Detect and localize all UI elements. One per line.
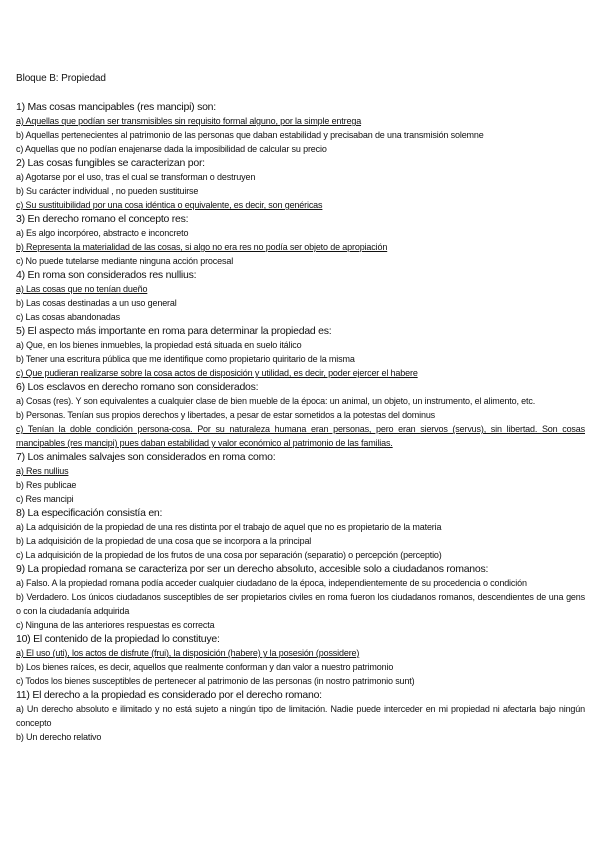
question-8 bbox=[16, 506, 585, 562]
option-a: a) Es algo incorpóreo, abstracto e inconcreto bbox=[16, 228, 189, 238]
question-11 bbox=[16, 688, 585, 744]
question-7 bbox=[16, 450, 585, 506]
question-5 bbox=[16, 324, 585, 380]
option-c: c) Aquellas que no podían enajenarse dada la imposibilidad de calcular su precio bbox=[16, 144, 327, 154]
option-b-correct: b) Representa la materialidad de las cosas, si algo no era res no podía ser objeto de apropiación bbox=[16, 242, 388, 252]
question-text: 8) La especificación consistía en: bbox=[16, 507, 163, 519]
document-page bbox=[16, 72, 585, 744]
option-b: b) Un derecho relativo bbox=[16, 732, 102, 742]
option-a: a) Un derecho absoluto e ilimitado y no está sujeto a ningún tipo de limitación. Nadie puede interceder en mi propiedad ni afectarla bajo ningún concepto bbox=[16, 704, 585, 728]
question-3 bbox=[16, 212, 585, 268]
question-text: 3) En derecho romano el concepto res: bbox=[16, 213, 189, 225]
option-a-correct: a) Aquellas que podían ser transmisibles sin requisito formal alguno, por la simple entrega bbox=[16, 116, 362, 126]
question-1 bbox=[16, 100, 585, 156]
option-c-correct: c) Su sustituibilidad por una cosa idéntica o equivalente, es decir, son genéricas bbox=[16, 200, 323, 210]
question-2 bbox=[16, 156, 585, 212]
option-c: c) Ninguna de las anteriores respuestas es correcta bbox=[16, 620, 215, 630]
option-c-correct: c) Tenían la doble condición persona-cosa. Por su naturaleza humana eran personas, pero eran siervos (servus), sin libertad. Son cosas mancipables (res mancipi) pues daban estabilidad y valor económico al patrimonio de las familias. bbox=[16, 424, 585, 448]
question-10 bbox=[16, 632, 585, 688]
option-a: a) Que, en los bienes inmuebles, la propiedad está situada en suelo itálico bbox=[16, 340, 302, 350]
question-text: 11) El derecho a la propiedad es considerado por el derecho romano: bbox=[16, 689, 322, 701]
option-a-correct: a) Las cosas que no tenían dueño bbox=[16, 284, 148, 294]
question-text: 7) Los animales salvajes son considerados en roma como: bbox=[16, 451, 276, 463]
option-a: a) Falso. A la propiedad romana podía acceder cualquier ciudadano de la época, independientemente de su procedencia o condición bbox=[16, 578, 527, 588]
question-text: 10) El contenido de la propiedad lo constituye: bbox=[16, 633, 220, 645]
option-c: c) Res mancipi bbox=[16, 494, 74, 504]
question-6 bbox=[16, 380, 585, 450]
option-c: c) La adquisición de la propiedad de los frutos de una cosa por separación (separatio) o percepción (perceptio) bbox=[16, 550, 442, 560]
option-b: b) Res publicae bbox=[16, 480, 77, 490]
question-text: 6) Los esclavos en derecho romano son considerados: bbox=[16, 381, 259, 393]
question-text: 4) En roma son considerados res nullius: bbox=[16, 269, 197, 281]
question-9 bbox=[16, 562, 585, 632]
option-a: a) La adquisición de la propiedad de una res distinta por el trabajo de aquel que no es propietario de la materia bbox=[16, 522, 442, 532]
option-c-correct: c) Que pudieran realizarse sobre la cosa actos de disposición y utilidad, es decir, poder ejercer el habere bbox=[16, 368, 418, 378]
option-c: c) Las cosas abandonadas bbox=[16, 312, 120, 322]
option-c: c) No puede tutelarse mediante ninguna acción procesal bbox=[16, 256, 234, 266]
question-text: 9) La propiedad romana se caracteriza por ser un derecho absoluto, accesible solo a ciudadanos romanos: bbox=[16, 563, 489, 575]
option-c: c) Todos los bienes susceptibles de pertenecer al patrimonio de las personas (in nostro patrimonio sunt) bbox=[16, 676, 415, 686]
option-b: b) Aquellas pertenecientes al patrimonio de las personas que daban estabilidad y precisaban de una transmisión solemne bbox=[16, 130, 484, 140]
option-a: a) Cosas (res). Y son equivalentes a cualquier clase de bien mueble de la época: un animal, un objeto, un instrumento, el alimento, etc. bbox=[16, 396, 536, 406]
question-text: 1) Mas cosas mancipables (res mancipi) son: bbox=[16, 101, 216, 113]
option-a-correct: a) El uso (uti), los actos de disfrute (frui), la disposición (habere) y la posesión (possidere) bbox=[16, 648, 360, 658]
option-a-correct: a) Res nullius bbox=[16, 466, 69, 476]
question-text: 5) El aspecto más importante en roma para determinar la propiedad es: bbox=[16, 325, 332, 337]
document-title: Bloque B: Propiedad bbox=[16, 73, 106, 84]
option-b: b) La adquisición de la propiedad de una cosa que se incorpora a la principal bbox=[16, 536, 312, 546]
option-b: b) Las cosas destinadas a un uso general bbox=[16, 298, 177, 308]
option-b: b) Verdadero. Los únicos ciudadanos susceptibles de ser propietarios civiles en roma fueron los ciudadanos romanos, descendientes de una gens o con la ciudadanía adquirida bbox=[16, 592, 585, 616]
option-b: b) Tener una escritura pública que me identifique como propietario quiritario de la misma bbox=[16, 354, 355, 364]
option-b: b) Su carácter individual , no pueden sustituirse bbox=[16, 186, 199, 196]
option-a: a) Agotarse por el uso, tras el cual se transforman o destruyen bbox=[16, 172, 256, 182]
option-b: b) Personas. Tenían sus propios derechos y libertades, a pesar de estar sometidos a la potestas del dominus bbox=[16, 410, 436, 420]
question-text: 2) Las cosas fungibles se caracterizan por: bbox=[16, 157, 205, 169]
option-b: b) Los bienes raíces, es decir, aquellos que realmente conforman y dan valor a nuestro patrimonio bbox=[16, 662, 394, 672]
question-4 bbox=[16, 268, 585, 324]
